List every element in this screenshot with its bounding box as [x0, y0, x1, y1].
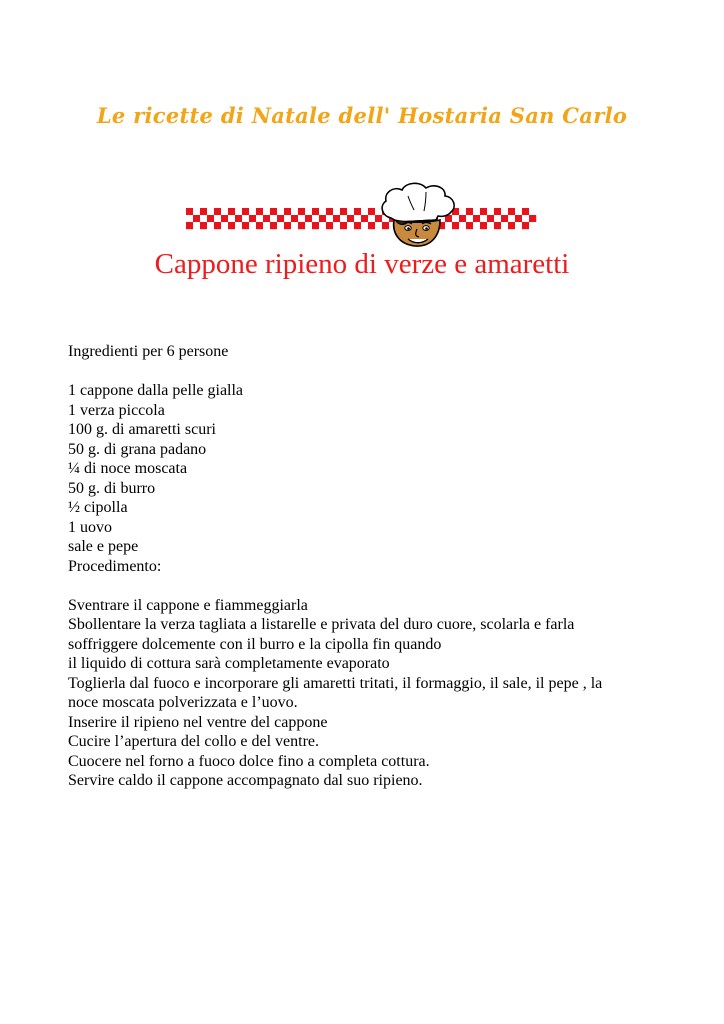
checker-square: [277, 222, 284, 229]
checker-square: [459, 208, 466, 215]
checker-square: [200, 215, 207, 222]
checker-square: [375, 222, 382, 229]
checker-square: [263, 222, 270, 229]
checker-square: [508, 215, 515, 222]
checker-square: [368, 215, 375, 222]
ingredient-item: 1 verza piccola: [68, 401, 165, 419]
checker-square: [221, 208, 228, 215]
spacer: [68, 576, 668, 596]
checker-square: [249, 222, 256, 229]
procedure-line: Inserire il ripieno nel ventre del cappone: [68, 713, 328, 731]
checkered-banner: [186, 180, 538, 250]
checker-square: [480, 222, 487, 229]
checker-square: [186, 222, 193, 229]
checker-square: [508, 222, 515, 229]
checker-square: [375, 208, 382, 215]
checker-square: [284, 208, 291, 215]
checker-square: [291, 222, 298, 229]
checker-square: [221, 222, 228, 229]
checker-square: [529, 222, 536, 229]
checker-square: [256, 215, 263, 222]
checker-square: [291, 215, 298, 222]
checker-square: [298, 208, 305, 215]
ingredient-item: 50 g. di burro: [68, 479, 156, 497]
checker-square: [263, 215, 270, 222]
procedure-line: Toglierla dal fuoco e incorporare gli amaretti tritati, il formaggio, il sale, il pepe , la: [68, 674, 603, 692]
checker-square: [494, 222, 501, 229]
checker-square: [480, 208, 487, 215]
checker-square: [249, 215, 256, 222]
checker-square: [221, 215, 228, 222]
servings-label: Ingredienti per 6 persone: [68, 343, 229, 360]
recipe-title: Cappone ripieno di verze e amaretti: [154, 248, 570, 280]
checker-square: [193, 222, 200, 229]
checker-square: [200, 222, 207, 229]
checker-square: [480, 215, 487, 222]
checker-square: [487, 215, 494, 222]
checker-square: [319, 222, 326, 229]
recipe-body: [68, 342, 668, 791]
checker-square: [228, 222, 235, 229]
checker-square: [522, 215, 529, 222]
checker-square: [312, 208, 319, 215]
ingredient-item: 1 uovo: [68, 518, 112, 536]
checker-square: [508, 208, 515, 215]
checker-square: [473, 215, 480, 222]
checker-square: [354, 215, 361, 222]
checker-square: [186, 208, 193, 215]
procedure-line: soffriggere dolcemente con il burro e la cipolla fin quando: [68, 635, 442, 653]
checker-square: [312, 215, 319, 222]
checker-square: [515, 208, 522, 215]
checker-square: [207, 222, 214, 229]
checker-square: [522, 208, 529, 215]
checker-square: [326, 215, 333, 222]
checker-square: [235, 222, 242, 229]
checker-square: [466, 208, 473, 215]
spacer: [68, 362, 668, 382]
checker-square: [515, 222, 522, 229]
checker-square: [200, 208, 207, 215]
checker-square: [354, 222, 361, 229]
checker-square: [291, 208, 298, 215]
checker-square: [214, 208, 221, 215]
checker-square: [445, 222, 452, 229]
checker-square: [186, 215, 193, 222]
chef-face-icon: [382, 183, 454, 246]
checkered-banner-graphic: [186, 180, 538, 250]
checker-square: [452, 215, 459, 222]
checker-square: [256, 208, 263, 215]
checker-square: [487, 208, 494, 215]
checker-square: [193, 215, 200, 222]
checker-square: [466, 222, 473, 229]
ingredient-item: 100 g. di amaretti scuri: [68, 421, 216, 438]
checker-square: [284, 215, 291, 222]
checker-square: [326, 208, 333, 215]
checker-square: [214, 215, 221, 222]
checker-square: [256, 222, 263, 229]
checker-square: [501, 208, 508, 215]
checker-square: [382, 222, 389, 229]
checker-square: [522, 222, 529, 229]
checker-square: [270, 215, 277, 222]
checker-square: [270, 222, 277, 229]
checker-square: [368, 222, 375, 229]
checker-square: [501, 215, 508, 222]
checker-square: [277, 208, 284, 215]
checker-square: [347, 215, 354, 222]
checker-square: [249, 208, 256, 215]
checker-square: [242, 208, 249, 215]
ingredient-item: sale e pepe: [68, 538, 139, 555]
procedure-label: Procedimento:: [68, 557, 162, 575]
checker-square: [214, 222, 221, 229]
checker-square: [340, 208, 347, 215]
checker-square: [270, 208, 277, 215]
checker-stripe: [186, 208, 536, 229]
checker-square: [298, 215, 305, 222]
checker-square: [305, 208, 312, 215]
checker-square: [333, 222, 340, 229]
checker-square: [361, 208, 368, 215]
ingredient-item: 1 cappone dalla pelle gialla: [68, 382, 244, 399]
checker-square: [459, 222, 466, 229]
checker-square: [466, 215, 473, 222]
checker-square: [487, 222, 494, 229]
checker-square: [228, 215, 235, 222]
checker-square: [375, 215, 382, 222]
checker-square: [494, 215, 501, 222]
ingredient-item: ½ cipolla: [68, 499, 128, 516]
checker-square: [529, 215, 536, 222]
procedure-steps: [68, 596, 668, 791]
checker-square: [529, 208, 536, 215]
checker-square: [207, 208, 214, 215]
checker-square: [340, 222, 347, 229]
checker-square: [347, 222, 354, 229]
ingredient-item: 50 g. di grana padano: [68, 440, 207, 458]
procedure-line: Cuocere nel forno a fuoco dolce fino a completa cottura.: [68, 752, 430, 770]
checker-square: [361, 222, 368, 229]
checker-square: [473, 222, 480, 229]
checker-square: [193, 208, 200, 215]
ingredient-item: ¼ di noce moscata: [68, 460, 188, 477]
checker-square: [305, 215, 312, 222]
procedure-line: noce moscata polverizzata e l’uovo.: [68, 694, 298, 711]
checker-square: [501, 222, 508, 229]
checker-square: [235, 208, 242, 215]
procedure-line: Sventrare il cappone e fiammeggiarla: [68, 596, 308, 614]
checker-square: [368, 208, 375, 215]
checker-square: [319, 208, 326, 215]
checker-square: [333, 215, 340, 222]
checker-square: [326, 222, 333, 229]
procedure-line: Cucire l’apertura del collo e del ventre.: [68, 733, 319, 750]
procedure-line: il liquido di cottura sarà completamente evaporato: [68, 655, 390, 672]
checker-square: [459, 215, 466, 222]
checker-square: [473, 208, 480, 215]
checker-square: [284, 222, 291, 229]
checker-square: [207, 215, 214, 222]
checker-square: [319, 215, 326, 222]
header-title: Le ricette di Natale dell' Hostaria San Carlo: [96, 103, 628, 128]
checker-square: [452, 222, 459, 229]
checker-square: [242, 215, 249, 222]
checker-square: [277, 215, 284, 222]
checker-square: [361, 215, 368, 222]
checker-square: [228, 208, 235, 215]
checker-square: [263, 208, 270, 215]
checker-square: [242, 222, 249, 229]
ingredient-list: [68, 381, 668, 557]
procedure-line: Sbollentare la verza tagliata a listarelle e privata del duro cuore, scolarla e farla: [68, 616, 575, 633]
checker-square: [347, 208, 354, 215]
checker-square: [515, 215, 522, 222]
checker-square: [494, 208, 501, 215]
checker-square: [235, 215, 242, 222]
checker-square: [333, 208, 340, 215]
checker-square: [354, 208, 361, 215]
checker-square: [312, 222, 319, 229]
checker-square: [340, 215, 347, 222]
checker-square: [298, 222, 305, 229]
checker-square: [305, 222, 312, 229]
procedure-line: Servire caldo il cappone accompagnato dal suo ripieno.: [68, 772, 423, 789]
